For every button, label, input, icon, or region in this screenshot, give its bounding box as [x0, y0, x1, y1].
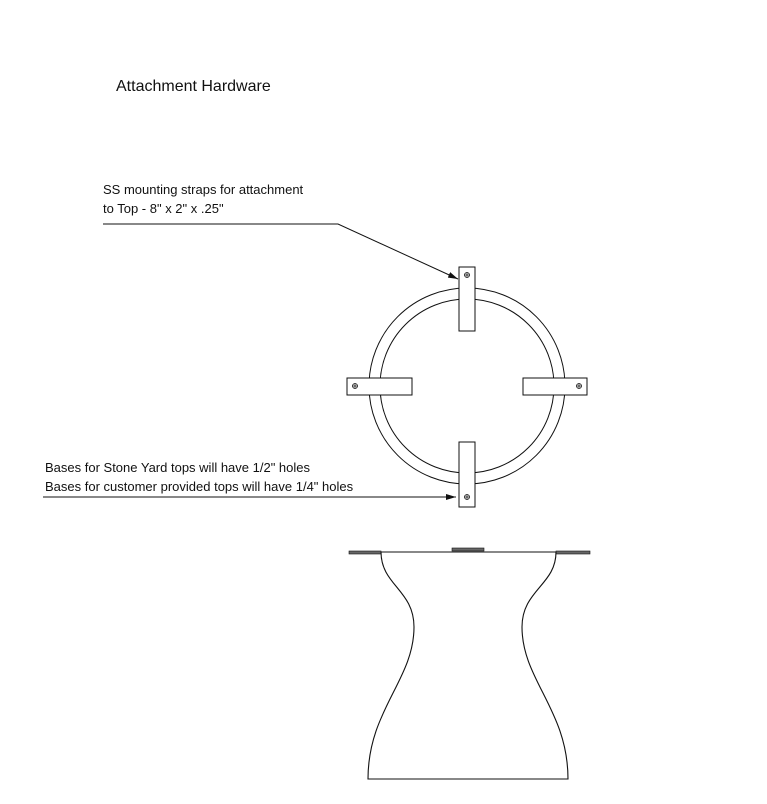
strap-side-left: [349, 551, 381, 554]
holes-callout-line-1: Bases for Stone Yard tops will have 1/2" holes: [45, 460, 311, 475]
holes-callout-line-2: Bases for customer provided tops will have 1/4" holes: [45, 479, 354, 494]
straps-callout-line-1: SS mounting straps for attachment: [103, 182, 304, 197]
strap-right: [523, 378, 587, 395]
bolt-hole-icon: [353, 384, 358, 389]
drawing-title: Attachment Hardware: [116, 78, 271, 95]
bolt-hole-icon: [465, 273, 470, 278]
base-side-view: [349, 548, 590, 779]
strap-side-right: [556, 551, 590, 554]
straps-callout-line-2: to Top - 8" x 2" x .25": [103, 201, 224, 216]
strap-side-center: [452, 548, 484, 551]
bolt-hole-icon: [465, 495, 470, 500]
strap-left: [347, 378, 412, 395]
straps-leader-arrow: [103, 224, 458, 279]
base-outline: [368, 552, 568, 779]
bolt-hole-icon: [577, 384, 582, 389]
